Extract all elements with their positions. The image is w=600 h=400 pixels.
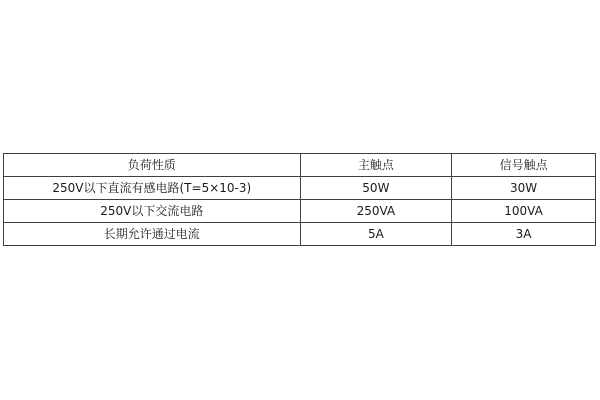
cell-ac-main-contact-rating: 250VA: [300, 200, 452, 223]
header-cell-signal-contact: 信号触点: [452, 154, 596, 177]
cell-continuous-current-signal: 3A: [452, 223, 596, 246]
table-row: [4, 154, 596, 177]
cell-ac-signal-contact-rating: 100VA: [452, 200, 596, 223]
load-spec-table: [3, 153, 596, 246]
cell-continuous-current-main: 5A: [300, 223, 452, 246]
table-row: [4, 200, 596, 223]
header-cell-load-nature: 负荷性质: [4, 154, 301, 177]
cell-dc-main-contact-rating: 50W: [300, 177, 452, 200]
header-cell-main-contact: 主触点: [300, 154, 452, 177]
cell-continuous-current: 长期允许通过电流: [4, 223, 301, 246]
cell-dc-signal-contact-rating: 30W: [452, 177, 596, 200]
table-header-row: [4, 154, 596, 177]
cell-ac-circuit: 250V以下交流电路: [4, 200, 301, 223]
table-row: [4, 223, 596, 246]
table-row: [4, 177, 596, 200]
table-body: [4, 177, 596, 246]
cell-dc-inductive-circuit: 250V以下直流有感电路(T=5×10-3): [4, 177, 301, 200]
